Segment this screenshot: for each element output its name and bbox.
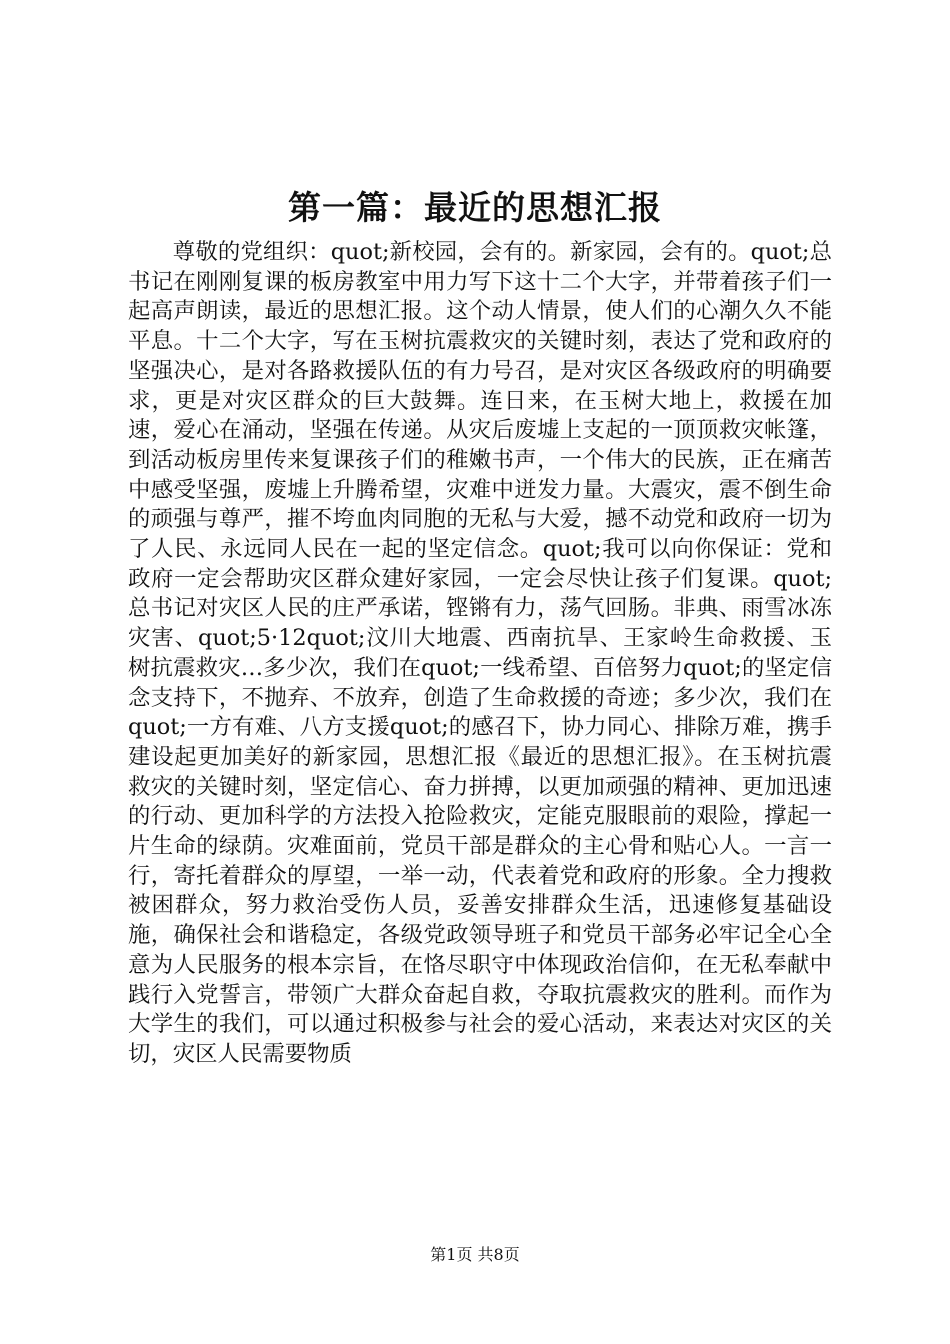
page-number-footer: 第1页 共8页 (430, 1245, 520, 1264)
document-title: 第一篇：最近的思想汇报 (288, 188, 662, 227)
body-paragraph: 尊敬的党组织：quot;新校园，会有的。新家园，会有的。quot;总书记在刚刚复课的板房教室中用力写下这十二个大字，并带着孩子们一起高声朗读，最近的思想汇报。这个动人情景，使人们的心潮久久不能平息。十二个大字，写在玉树抗震救灾的关键时刻，表达了党和政府的坚强决心，是对各路救援队伍的有力号召，是对灾区各级政府的明确要求，更是对灾区群众的巨大鼓舞。连日来，在玉树大地上，救援在加速，爱心在涌动，坚强在传递。从灾后废墟上支起的一顶顶救灾帐篷，到活动板房里传来复课孩子们的稚嫩书声，一个伟大的民族，正在痛苦中感受坚强，废墟上升腾希望，灾难中迸发力量。大震灾，震不倒生命的顽强与尊严，摧不垮血肉同胞的无私与大爱，撼不动党和政府一切为了人民、永远同人民在一起的坚定信念。quot;我可以向你保证：党和政府一定会帮助灾区群众建好家园，一定会尽快让孩子们复课。quot;总书记对灾区人民的庄严承诺，铿锵有力，荡气回肠。非典、雨雪冰冻灾害、quot;5·12quot;汶川大地震、西南抗旱、王家岭生命救援、玉树抗震救灾…多少次，我们在quot;一线希望、百倍努力quot;的坚定信念支持下，不抛弃、不放弃，创造了生命救援的奇迹；多少次，我们在quot;一方有难、八方支援quot;的感召下，协力同心、排除万难，携手建设起更加美好的新家园，思想汇报《最近的思想汇报》。在玉树抗震救灾的关键时刻，坚定信心、奋力拼搏，以更加顽强的精神、更加迅速的行动、更加科学的方法投入抢险救灾，定能克服眼前的艰险，撑起一片生命的绿荫。灾难面前，党员干部是群众的主心骨和贴心人。一言一行，寄托着群众的厚望，一举一动，代表着党和政府的形象。全力搜救被困群众，努力救治受伤人员，妥善安排群众生活，迅速修复基础设施，确保社会和谐稳定，各级党政领导班子和党员干部务必牢记全心全意为人民服务的根本宗旨，在恪尽职守中体现政治信仰，在无私奉献中践行入党誓言，带领广大群众奋起自救，夺取抗震救灾的胜利。而作为大学生的我们，可以通过积极参与社会的爱心活动，来表达对灾区的关切，灾区人民需要物质 (128, 239, 832, 1067)
